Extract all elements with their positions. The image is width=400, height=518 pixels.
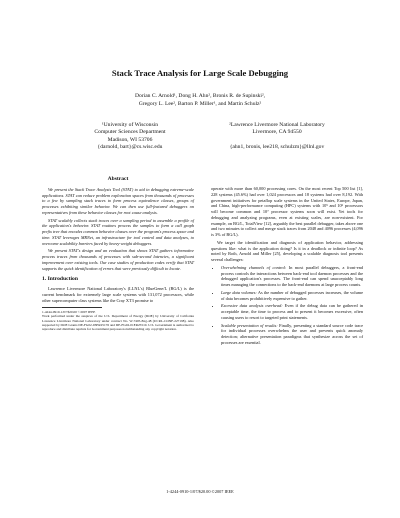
affiliation-line: {ahn1, bronis, lee218, schulzm}@llnl.gov (229, 144, 325, 151)
abstract-paragraph: We present the Stack Trace Analysis Tool (STAT) to aid in debugging extreme-scale applications. STAT can reduce problem exploration spaces from thousands of processes to a few by sampling stack traces to form process equivalence classes, groups of processes exhibiting similar behavior. We can then use full-featured debuggers on representatives from these behavior classes for root cause analysis. (42, 186, 194, 215)
list-item-text: In most parallel debuggers, a front-end process controls the interactions between back-end tool daemon processes and the debugged application's processes. The front-end can spend unacceptably long times managing the connections to the back-end daemons at large process counts. (221, 264, 363, 287)
body-paragraph: We target the identification and diagnosis of application behavior, addressing questions like: what is the application doing? Is it in a deadlock or infinite loop? As noted by Roth, Arnold and Miller [25], developing a scalable diagnosis tool presents several challenges: (211, 239, 363, 262)
introduction-section (42, 277, 194, 303)
abstract-paragraph: We present STAT's design and an evaluation that shows STAT gathers informative process traces from thousands of processes with sub-second latencies, a significant improvement over existing tools. Our case studies of production codes verify that STAT supports the quick identification of errors that were previously difficult to locate. (42, 248, 194, 271)
affiliation-line: ¹University of Wisconsin (101, 122, 159, 128)
affiliation-line: Madison, WI 53706 (107, 136, 153, 143)
body-paragraph: operate with more than 60,000 processing cores. On the most recent Top 500 list [1], 228 systems (45.6%) had over 1,024 processors and 18 systems had over 8,192. With government initiatives for petaflop scale systems in the United States, Europe, Japan, and China, high-performance computing (HPC) systems with 10⁵ and 10⁶ processors will become common and 10⁷ processor systems soon will exist. Yet tools for debugging and analyzing programs, even at existing scales, are non-existent. For example, on BG/L, TotalView [12], arguably the best parallel debugger, takes above one and two minutes to collect and merge stack traces from 2048 and 4096 processes (4,096 is 3% of BG/L). (211, 186, 363, 237)
affiliation-line: Computer Sciences Department (94, 129, 166, 136)
footnote-line: Work performed under the auspices of the U.S. Department of Energy (DOE) by University of California Lawrence Livermore National Laboratory under contract No. W-7405-Eng-48 (UCRL-CONF-227198). Also supported by DOE Grants DE-FG02-93ER25176 and DE-FG02-01ER25510. U.S. Government is authorized to reproduce and distribute reprints for Government purposes notwithstanding any copyright notation. (42, 314, 194, 332)
affiliation-line: Livermore, CA 94550 (252, 129, 302, 136)
author-line-2: Gregory L. Lee², Barton P. Miller¹, and Martin Schulz² (138, 101, 262, 107)
list-item (221, 265, 363, 288)
list-item-term: Scalable presentation of results: (221, 322, 278, 328)
list-item (221, 290, 363, 302)
footnote-line: 1-4244-0910-1/07/$20.00 ©2007 IEEE (42, 310, 96, 315)
paper-title: Stack Trace Analysis for Large Scale Debugging (111, 68, 289, 78)
list-item-term: Excessive data analysis overhead: (221, 303, 283, 309)
right-column (211, 186, 363, 348)
author-line-1: Dorian C. Arnold¹, Dong H. Ahn², Bronis R. de Supinski², (134, 93, 266, 99)
challenge-list (211, 265, 363, 346)
abstract-paragraph: STAT scalably collects stack traces over a sampling period to assemble a profile of the application's behavior. STAT routines process the samples to form a call graph prefix tree that encodes common behavior classes over the program's process space and time. STAT leverages MRNet, an infrastructure for tool control and data analyses, to overcome scalability barriers faced by heavy-weight debuggers. (42, 217, 194, 246)
affiliation-llnl (192, 122, 362, 152)
abstract-heading: Abstract (107, 176, 129, 182)
list-item-text: Even if the debug data can be gathered in acceptable time, the time to process and to present it becomes excessive, often causing users to resort to targeted print statements. (221, 303, 363, 320)
list-item-term: Large data volumes: (221, 289, 257, 295)
list-item-term: Overwhelming channels of control: (221, 264, 287, 270)
list-item (221, 323, 363, 346)
abstract-section (42, 177, 194, 271)
section-heading: 1. Introduction (42, 276, 78, 283)
affiliation-email: {darnold, bart}@cs.wisc.edu (97, 144, 163, 151)
footnote-divider (42, 307, 102, 308)
list-item-text: Finally, presenting a standard source code trace for individual processes overwhelms the user and prevents quick anomaly detection; alternative presentation paradigms that synthesize across the set of processes are essential. (221, 322, 363, 345)
intro-paragraph: Lawrence Livermore National Laboratory's (LLNL's) BlueGene/L (BG/L) is the current benchmark for extremely large scale systems with 131,072 processors, while other supercomputer class systems like the Cray XT3 promise to (42, 286, 194, 303)
list-item-text: As the number of debugged processes increases, the volume of data becomes prohibitively expensive to gather. (221, 289, 363, 301)
footnote (42, 310, 194, 331)
author-list (0, 92, 400, 108)
left-column (42, 177, 194, 331)
list-item (221, 303, 363, 320)
page-footer: 1-4244-0910-1/07/$20.00 ©2007 IEEE (166, 489, 234, 494)
affiliation-wisconsin (70, 122, 190, 152)
affiliation-line: ²Lawrence Livermore National Laboratory (229, 122, 325, 128)
